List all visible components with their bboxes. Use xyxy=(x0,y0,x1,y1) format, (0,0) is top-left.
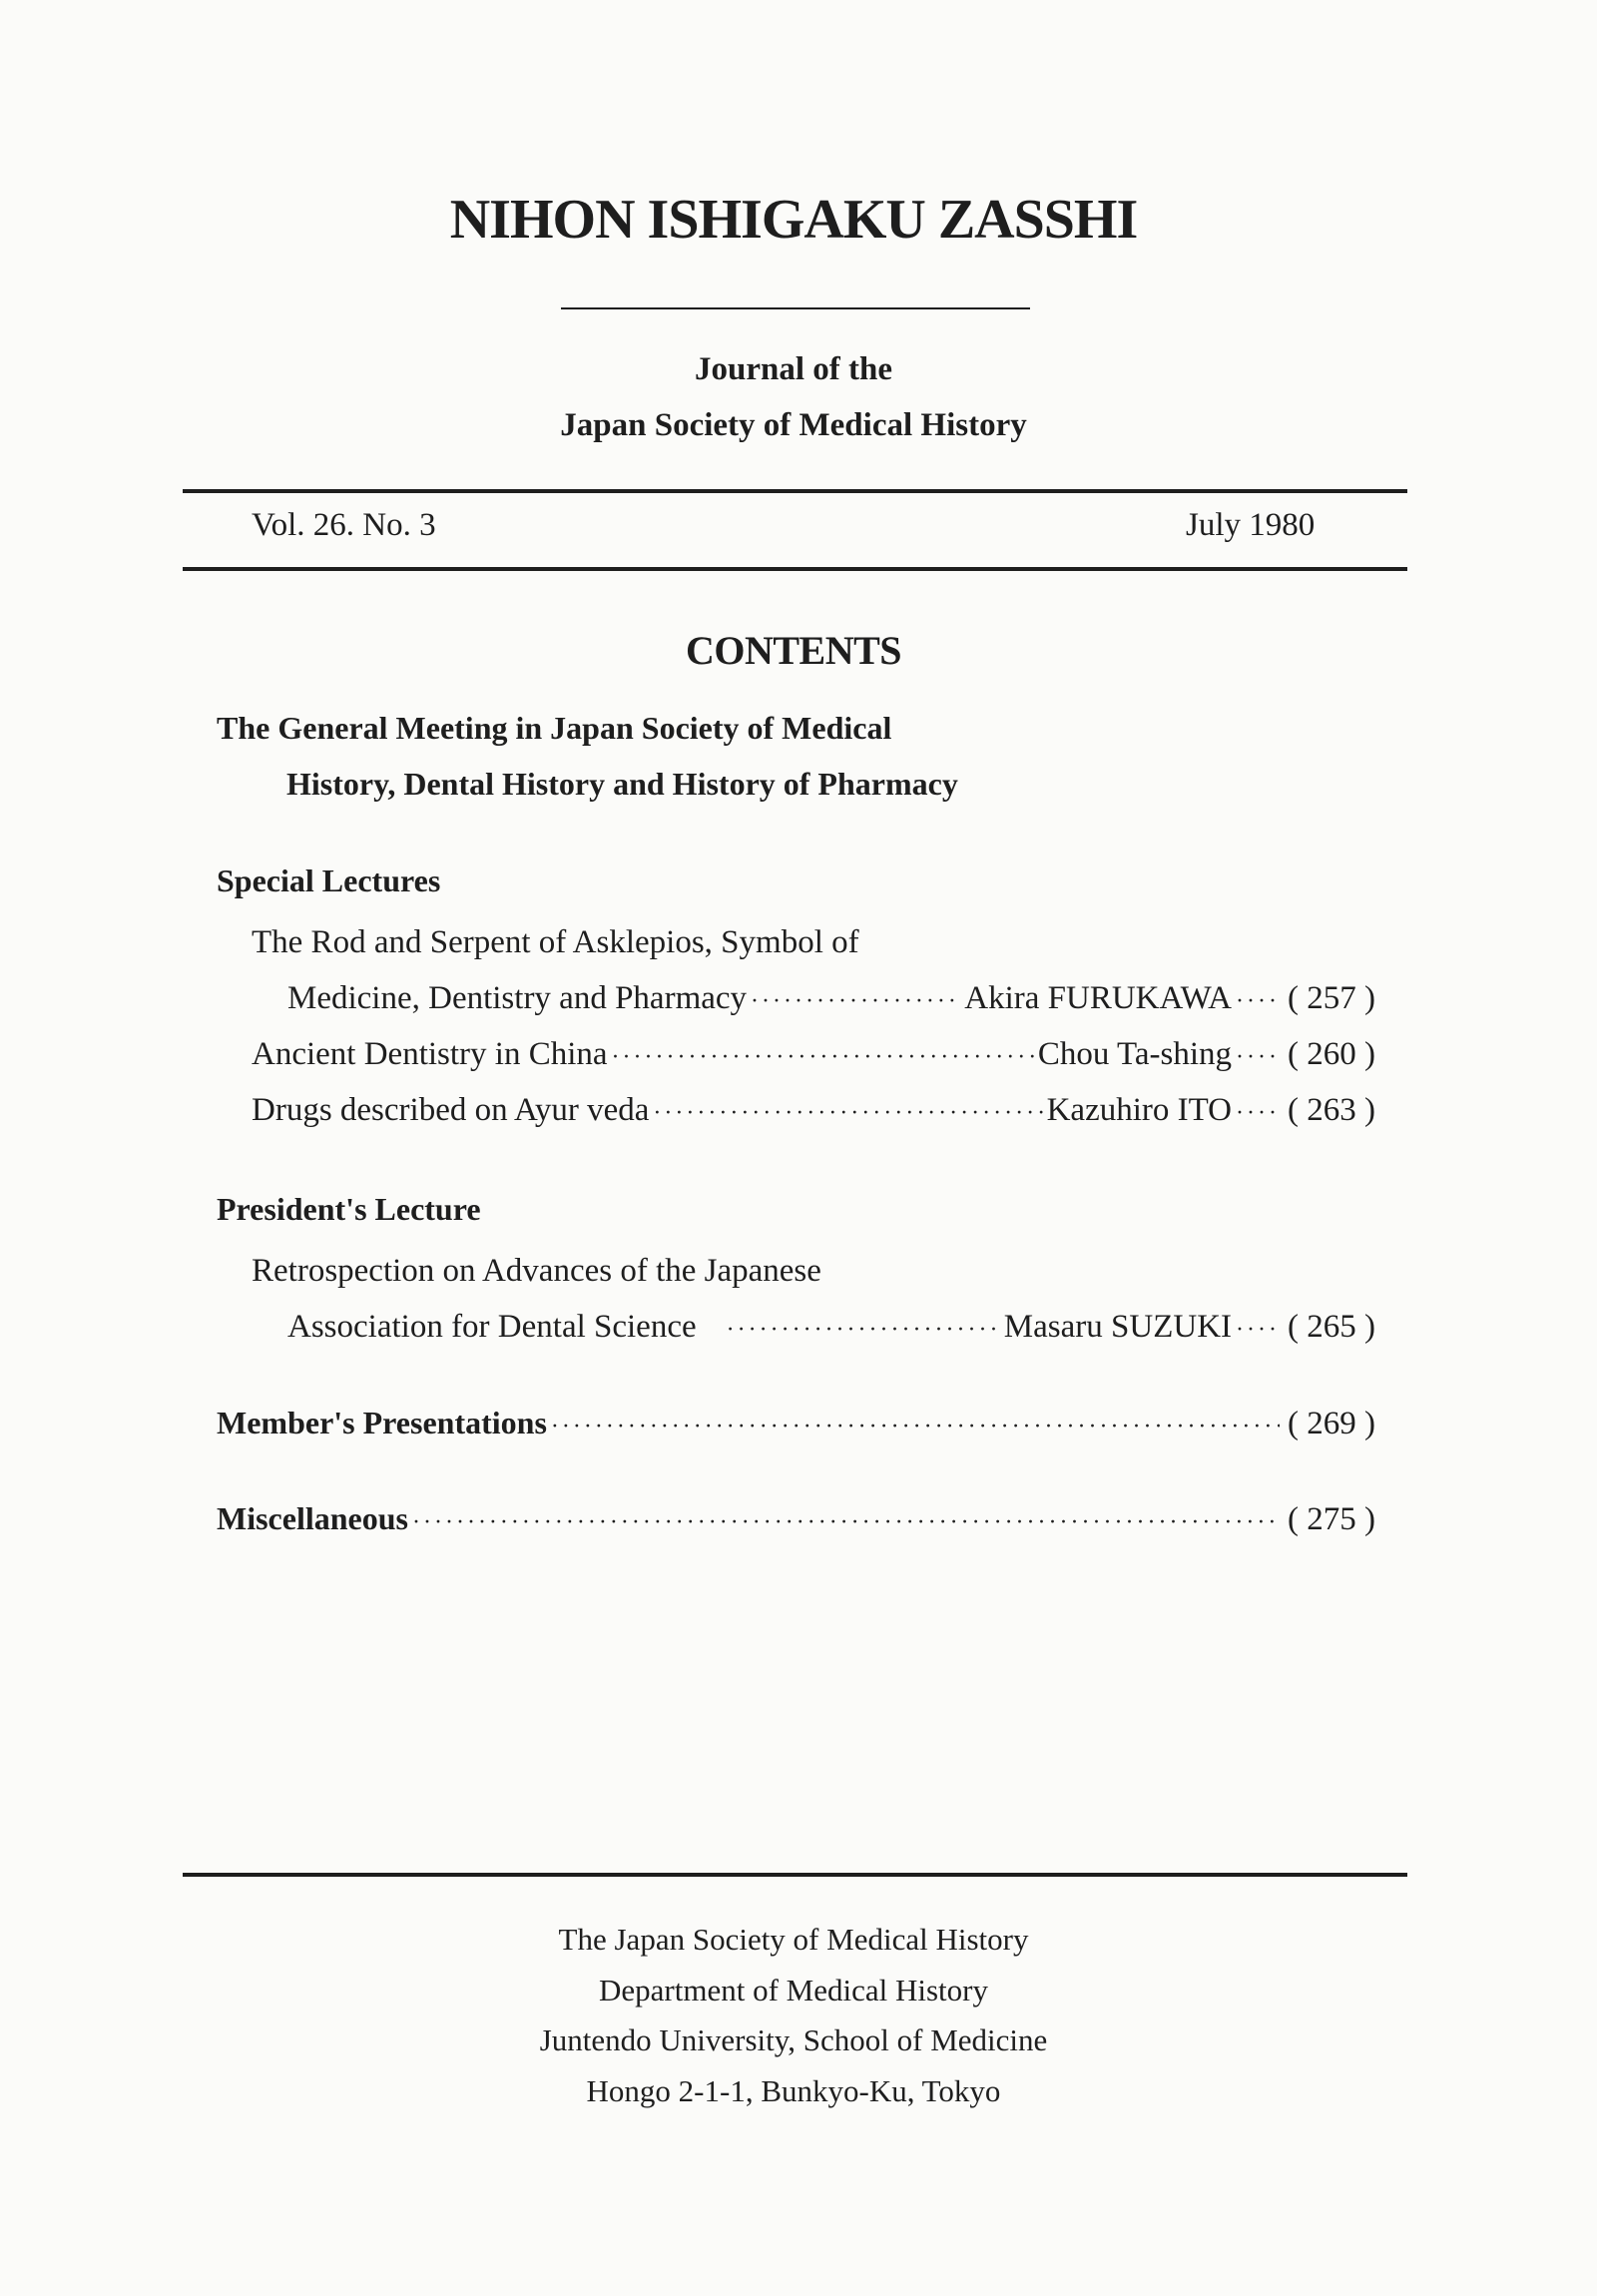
toc-entry-title: The Rod and Serpent of Asklepios, Symbol of xyxy=(252,924,859,960)
toc-entry-page: ( 265 ) xyxy=(1288,1309,1375,1345)
dotted-leader xyxy=(1236,1100,1280,1127)
volume-number: Vol. 26. No. 3 xyxy=(252,507,436,543)
toc-entry-author: Chou Ta-shing xyxy=(1037,1036,1233,1072)
issue-date: July 1980 xyxy=(1186,507,1316,543)
toc-entry-page: ( 260 ) xyxy=(1288,1036,1375,1072)
dotted-leader xyxy=(1236,1044,1280,1071)
toc-entry-page: ( 275 ) xyxy=(1288,1501,1375,1537)
dotted-leader xyxy=(1236,988,1280,1015)
footer-rule xyxy=(183,1873,1407,1877)
dotted-leader xyxy=(612,1044,1034,1071)
publisher-line1: The Japan Society of Medical History xyxy=(558,1922,1029,1957)
toc-entry-title: Medicine, Dentistry and Pharmacy xyxy=(287,980,748,1016)
members-presentations-label: Member's Presentations xyxy=(217,1405,547,1440)
toc-entry[interactable] xyxy=(287,980,1375,1017)
dotted-leader xyxy=(653,1100,1042,1127)
toc-entry[interactable] xyxy=(217,1405,1375,1442)
dotted-leader xyxy=(727,1317,1000,1344)
journal-subtitle-line1: Journal of the xyxy=(695,351,892,387)
publisher-line3: Juntendo University, School of Medicine xyxy=(539,2022,1048,2057)
journal-subtitle-line2: Japan Society of Medical History xyxy=(560,407,1027,443)
dotted-leader xyxy=(751,988,960,1015)
toc-entry-author: Kazuhiro ITO xyxy=(1046,1092,1233,1128)
dotted-leader xyxy=(412,1509,1280,1536)
toc-entry-page: ( 257 ) xyxy=(1288,980,1375,1016)
toc-entry-page: ( 269 ) xyxy=(1288,1406,1375,1441)
dotted-leader xyxy=(1236,1317,1280,1344)
toc-entry-title: Ancient Dentistry in China xyxy=(252,1036,608,1072)
presidents-lecture-heading: President's Lecture xyxy=(217,1191,481,1227)
toc-entry[interactable] xyxy=(287,1309,1375,1346)
contents-heading: CONTENTS xyxy=(685,628,902,673)
toc-entry[interactable] xyxy=(217,1500,1375,1538)
toc-entry-title: Drugs described on Ayur veda xyxy=(252,1092,650,1128)
toc-entry[interactable] xyxy=(252,1092,1375,1129)
volume-bottom-rule xyxy=(183,567,1407,571)
toc-entry-title: Association for Dental Science xyxy=(287,1309,697,1345)
toc-entry[interactable] xyxy=(252,1036,1375,1073)
publisher-line2: Department of Medical History xyxy=(599,1973,988,2008)
miscellaneous-label: Miscellaneous xyxy=(217,1500,408,1536)
meeting-title-line2: History, Dental History and History of Pharmacy xyxy=(286,766,958,802)
dotted-leader xyxy=(551,1414,1280,1440)
toc-entry-title: Retrospection on Advances of the Japanese xyxy=(252,1253,821,1289)
volume-top-rule xyxy=(183,489,1407,493)
journal-title: NIHON ISHIGAKU ZASSHI xyxy=(449,189,1138,251)
toc-entry-author: Akira FURUKAWA xyxy=(964,980,1233,1016)
meeting-title-line1: The General Meeting in Japan Society of Medical xyxy=(217,710,892,746)
toc-entry-author: Masaru SUZUKI xyxy=(1003,1309,1233,1345)
title-divider xyxy=(561,307,1030,309)
publisher-line4: Hongo 2-1-1, Bunkyo-Ku, Tokyo xyxy=(586,2073,1001,2108)
special-lectures-heading: Special Lectures xyxy=(217,862,441,898)
toc-entry-page: ( 263 ) xyxy=(1288,1092,1375,1128)
